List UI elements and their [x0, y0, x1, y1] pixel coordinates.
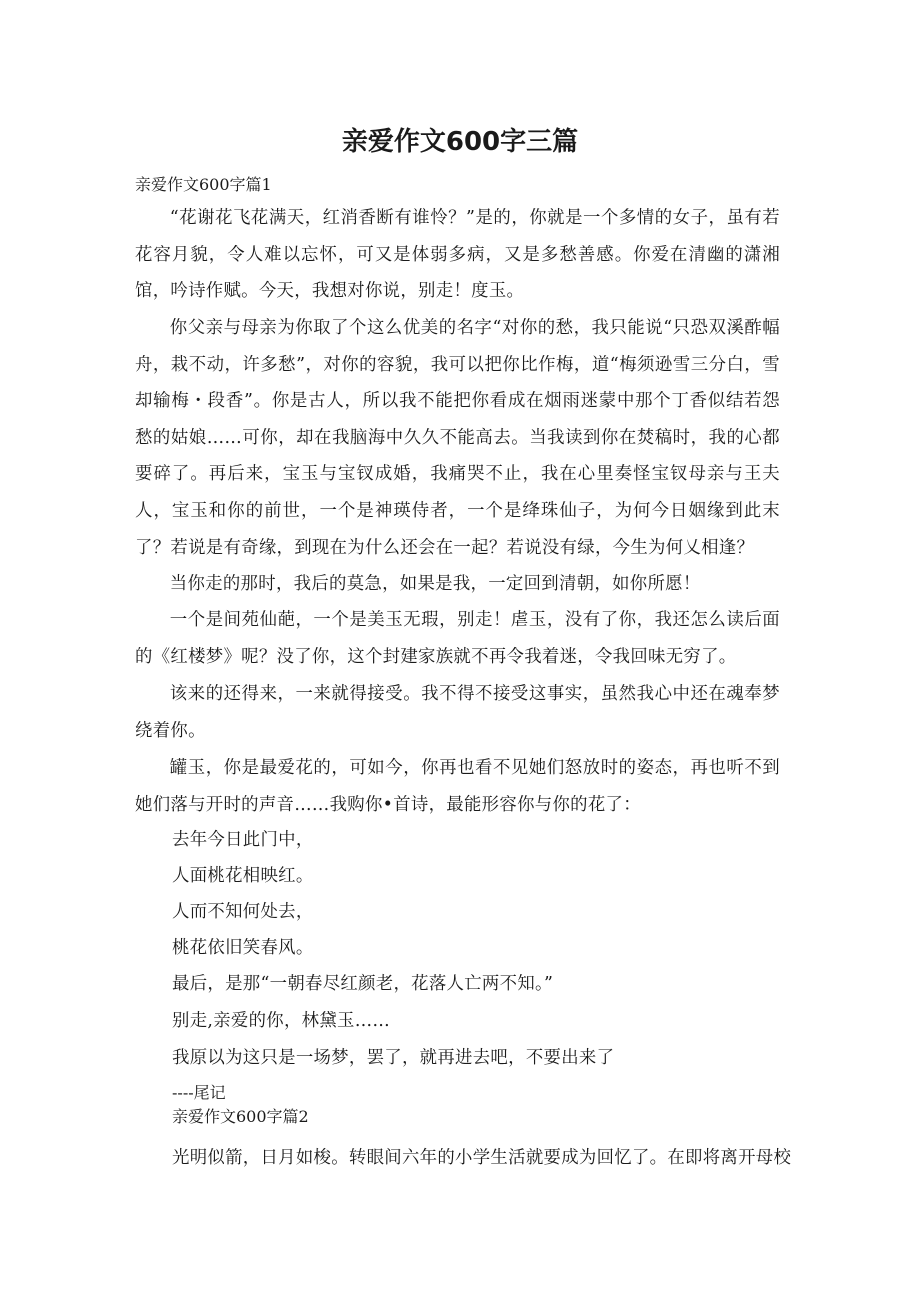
document-title: 亲爱作文600字三篇: [341, 127, 579, 157]
verse-line-2: 人面桃花相映红。: [172, 866, 314, 886]
paragraph-7: 光明似箭，日月如梭。转眼间六年的小学生活就要成为回忆了。在即将离开母校: [172, 1148, 792, 1168]
verse-line-3: 人而不知何处去，: [172, 902, 314, 922]
paragraph-2: 你父亲与母亲为你取了个这么优美的名字“对你的愁，我只能说“只恐双溪酢幅舟，栽不动，许多愁”，对你的容貌，我可以把你比作梅，道“梅须逊雪三分白，雪却输梅・段香”。你是古人，所以我不能把你看成在烟雨迷蒙中那个丁香似结若怨愁的姑娘……可你，却在我脑海中久久不能高去。当我读到你在焚稿时，我的心都要碎了。再后来，宝玉与宝钗成婚，我痛哭不止，我在心里奏怪宝钗母亲与王夫人，宝玉和你的前世，一个是神瑛侍者，一个是绛珠仙子，为何今日姻缘到此末了？若说是有奇缘，到现在为什么还会在一起？若说没有绿，今生为何乂相逢？: [135, 318, 780, 558]
section-heading-2: 亲爱作文600字篇2: [172, 1107, 309, 1126]
paragraph-6: 罐玉，你是最爱花的，可如今，你再也看不见她们怒放时的姿态，再也听不到她们落与开时的声音……我购你•首诗，最能形容你与你的花了：: [135, 758, 780, 815]
closing-line-3: 我原以为这只是一场梦，罢了，就再进去吧，不要出来了: [172, 1048, 615, 1068]
verse-line-4: 桃花依旧笑春风。: [172, 938, 314, 958]
closing-line-1: 最后，是那“一朝春尽红颜老，花落人亡两不知。”: [172, 974, 554, 994]
signoff: ----尾记: [172, 1083, 226, 1102]
closing-line-2: 别走,亲爱的你，林黛玉……: [172, 1011, 391, 1031]
paragraph-4: 一个是间苑仙葩，一个是美玉无瑕，别走！虐玉，没有了你，我还怎么读后面的《红楼梦》呢？没了你，这个封建家族就不再令我着迷，令我回味无穷了。: [135, 610, 780, 667]
section-heading-1: 亲爱作文600字篇1: [135, 175, 272, 194]
paragraph-1: “花谢花飞花满天，红消香断有谁怜？”是的，你就是一个多情的女子，虽有若花容月貌，令人难以忘怀，可又是体弱多病，又是多愁善感。你爱在清幽的潇湘馆，吟诗作赋。今天，我想对你说，别走！度玉。: [135, 208, 780, 302]
verse-line-1: 去年今日此门中，: [172, 830, 314, 850]
paragraph-3: 当你走的那时，我后的莫急，如果是我，一定回到清朝，如你所愿！: [169, 574, 701, 594]
paragraph-5: 该来的还得来，一来就得接受。我不得不接受这事实，虽然我心中还在魂奉梦绕着你。: [135, 684, 780, 741]
